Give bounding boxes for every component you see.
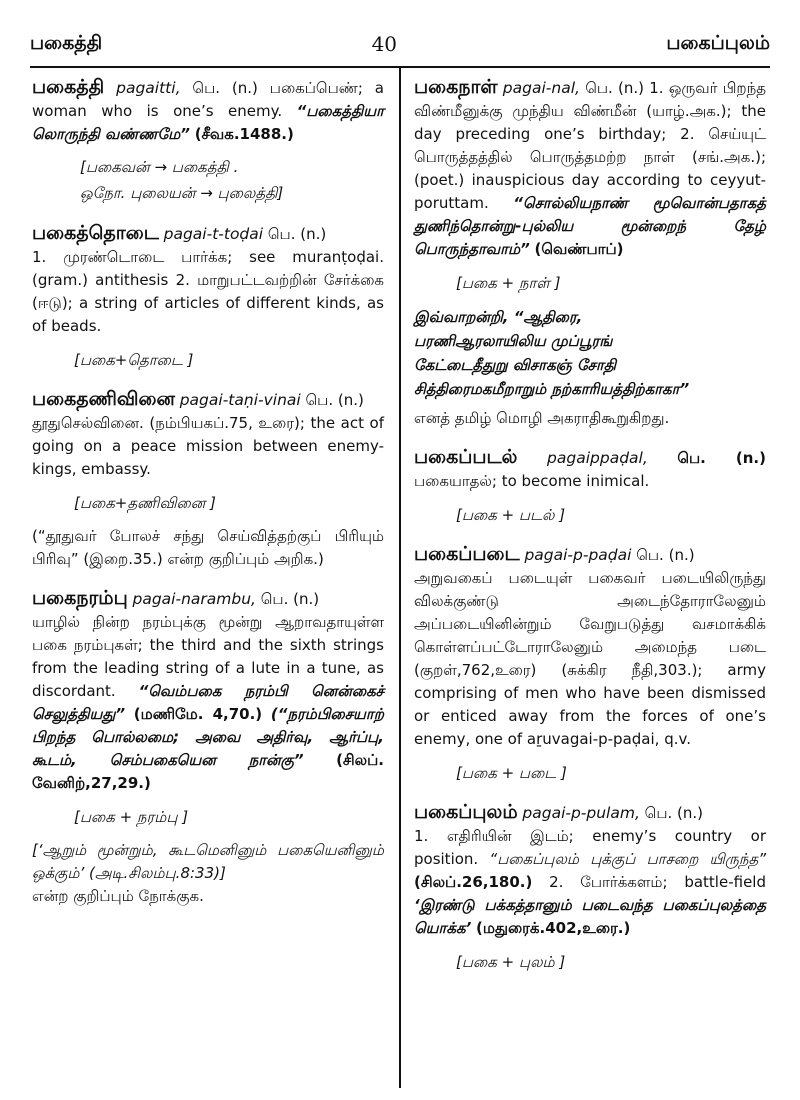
definition: பகைப்பெண்; a woman who is one’s enemy. [32, 79, 384, 120]
etymology-line: [பகைவன் → பகைத்தி . [80, 158, 239, 176]
part-of-speech: பெ. (n.) [644, 804, 704, 822]
verse-line: இவ்வாறன்றி, “ஆதிரை, [414, 308, 583, 326]
note: (“தூதுவர் போலச் சந்து செய்வித்தற்குப் பிரியும் பிரிவு” (இறை.35.) என்ற குறிப்பும் அறிக.) [32, 527, 384, 568]
source-citation: (மணிமே. 4,70.) [133, 705, 263, 723]
note: [‘ஆறும் மூன்றும், கூடமெனினும் பகையெனினும் ஒக்கும்’ (அடி.சிலம்பு.8:33)] [32, 841, 384, 882]
right-column [414, 76, 766, 990]
source-citation: (சீவக.1488.) [194, 125, 294, 143]
definition-block [32, 611, 384, 795]
entry-head [414, 801, 766, 825]
etymology [80, 154, 384, 206]
entry-pagai-tani-vinai [32, 388, 384, 571]
quotation: (“நரம்பிசையாற் பிறந்த பொல்லமை; அவை அதிர்வு, ஆர்ப்பு, கூடம், செம்பகையென நான்கு” [32, 705, 384, 769]
part-of-speech: பெ. (n.) [305, 391, 364, 409]
part-of-speech: பெ. (n.) [677, 449, 766, 467]
etymology-line: ஒநோ. புலையன் → புலைத்தி] [80, 184, 284, 202]
entry-pagaitti [32, 76, 384, 206]
page-number: 40 [371, 32, 398, 56]
left-column [32, 76, 384, 924]
entry-head [32, 587, 384, 611]
headword: பகைப்படை [414, 543, 520, 565]
part-of-speech: பெ. (n.) [192, 79, 258, 97]
part-of-speech: பெ. (n.) [267, 225, 327, 243]
entry-pagai-nal [414, 76, 766, 430]
verse-line: கேட்டைதீதுறு விசாகஞ் சோதி [414, 356, 617, 374]
entry-pagai-narambu [32, 587, 384, 908]
definition: தூதுசெல்வினை. (நம்பியகப்.75, உரை); the act of going on a peace mission between enemy-kings, embassy. [32, 414, 384, 478]
part-of-speech: பெ. (n.) [585, 79, 645, 97]
transliteration: pagai-t-toḍai [163, 225, 264, 243]
definition-block [414, 76, 766, 261]
etymology: [பகை + படல் ] [456, 506, 566, 524]
definition-block [414, 825, 766, 940]
note-tail: என்ற குறிப்பும் நோக்குக. [32, 887, 204, 905]
etymology: [பகை + புலம் ] [456, 953, 566, 971]
quotation: “வெம்பகை நரம்பி னென்கைச் செலுத்தியது” [32, 682, 384, 723]
source-citation: (சிலப். வேனிற்,27,29.) [32, 751, 384, 792]
entry-pagai-t-todai [32, 222, 384, 372]
headword: பகைதணிவினை [32, 388, 175, 410]
definition: 1. ஒருவர் பிறந்த விண்மீனுக்கு முந்திய விண்மீன் (யாழ்.அக.); the day preceding one’s birthday; 2. செய்யுட் பொருத்தத்தில் பொருத்தமற்ற நாள் (சங்.அக.); (poet.) inauspicious day according to ceyyut-poruttam. [414, 79, 766, 212]
headword: பகைப்புலம் [414, 801, 518, 823]
source-citation: (சிலப்.26,180.) [414, 873, 533, 891]
headword: பகைத்தி [32, 76, 105, 98]
transliteration: pagai-nal, [502, 79, 580, 97]
quotation: ‘இரண்டு பக்கத்தானும் படைவந்த பகைப்புலத்தை யொக்க’ [414, 896, 766, 937]
verse-quote [414, 305, 766, 401]
definition: யாழில் நின்ற நரம்புக்கு மூன்று ஆறாவதாயுள்ள பகை நரம்புகள்; the third and the sixth strings from the leading string of a lute in a tune, as discordant. [32, 613, 384, 700]
entry-head [414, 543, 766, 567]
transliteration: pagai-taṇi-vinai [179, 391, 301, 409]
headword: பகைநரம்பு [32, 587, 128, 609]
transliteration: pagai-p-paḍai [524, 546, 632, 564]
definition: அறுவகைப் படையுள் பகைவர் படையிலிருந்து விலக்குண்டு அடைந்தோராலேனும் அப்படையினின்றும் வேறுபடுத்து வசமாக்கிக் கொள்ளப்பட்டோராலேனும் அமைந்த படை (குறள்,762,உரை) (சுக்கிர நீதி,303.); army comprising of men who have been dismissed or enticed away from the forces of one’s enemy, one of aṟuvagai-p-paḍai, q.v. [414, 569, 766, 748]
entry-head [32, 388, 384, 412]
note-tail: எனத் தமிழ் மொழி அகராதிகூறுகிறது. [414, 409, 670, 427]
transliteration: pagaitti, [116, 79, 181, 97]
entry-pagaippadal [414, 446, 766, 527]
entry-body [32, 76, 384, 146]
etymology: [பகை + நரம்பு ] [74, 808, 189, 826]
part-of-speech: பெ. (n.) [636, 546, 695, 564]
definition: 1. முரண்டொடை பார்க்க; see muranṭoḍai.(gram.) antithesis 2. மாறுபட்டவற்றின் சேர்க்கை (ஈடு); a string of articles of different kinds, as of beads. [32, 248, 384, 335]
entry-pagai-p-padai [414, 543, 766, 785]
headword: பகைப்படல் [414, 446, 518, 468]
headword: பகைநாள் [414, 76, 498, 98]
etymology: [பகை + நாள் ] [456, 274, 561, 292]
column-divider [399, 66, 401, 1088]
source-citation: (மதுரைக்.402,உரை.) [476, 919, 631, 937]
headword: பகைத்தொடை [32, 222, 159, 244]
transliteration: pagai-p-pulam, [522, 804, 640, 822]
transliteration: pagai-narambu, [132, 590, 256, 608]
entry-head [32, 222, 384, 246]
definition-block [414, 446, 766, 493]
part-of-speech: பெ. (n.) [260, 590, 320, 608]
verse-line: பரணிஆரலாயிலிய முப்பூரங் [414, 332, 613, 350]
quotation: “சொல்லியநாண் மூவொன்பதாகத் துணிந்தொன்று-புல்லிய மூன்றைந் தேழ் பொருந்தாவாம்” [414, 194, 766, 258]
verse-line: சித்திரைமகமீறாறும் நற்காரியத்திற்காகா” [414, 380, 690, 398]
quotation: “பகைத்தியா லொருந்தி வண்ணமே” [32, 102, 384, 143]
entry-pagai-p-pulam [414, 801, 766, 974]
header-right-word: பகைப்புலம் [666, 31, 770, 54]
etymology: [பகை+தொடை ] [74, 351, 194, 369]
definition: பகையாதல்; to become inimical. [414, 472, 650, 490]
etymology: [பகை+தணிவினை ] [74, 494, 216, 512]
transliteration: pagaippaḍal, [547, 449, 648, 467]
quotation: “பகைப்புலம் புக்குப் பாசறை யிருந்த” [489, 850, 766, 868]
page-header [30, 24, 770, 64]
source-citation: (வெண்பாப்) [534, 240, 624, 258]
etymology: [பகை + படை ] [456, 764, 567, 782]
header-left-word: பகைத்தி [30, 31, 103, 54]
definition: 2. போர்க்களம்; battle-field [549, 873, 766, 891]
definition: 1. எதிரியின் இடம்; enemy’s country or position. [414, 827, 766, 868]
